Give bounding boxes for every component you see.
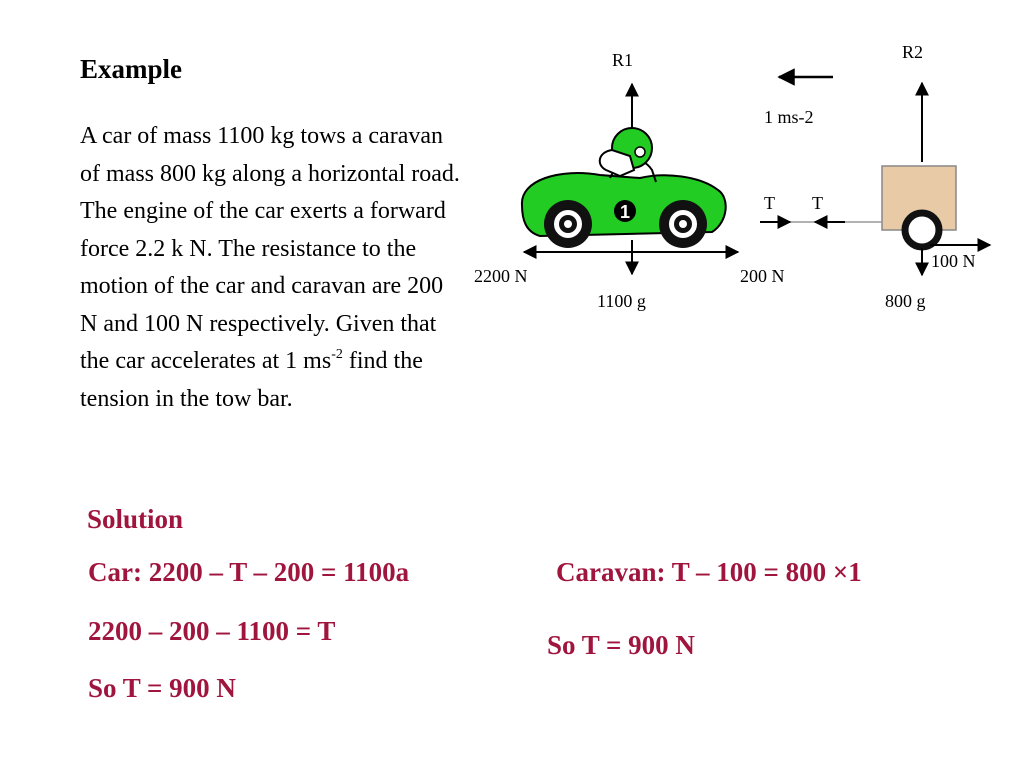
acceleration-label: 1 ms-2: [764, 107, 814, 127]
caravan-equation: Caravan: T – 100 = 800 ×1: [556, 557, 862, 587]
r2-label: R2: [902, 42, 924, 62]
caravan-weight-label: 800 g: [885, 291, 926, 311]
tension-left-label: T: [764, 193, 775, 213]
problem-text-part2: find the tension in the tow bar.: [80, 348, 423, 412]
car-equation-step: 2200 – 200 – 1100 = T: [88, 616, 336, 646]
helmet-badge: [635, 147, 645, 157]
car-illustration: [522, 128, 726, 248]
car-result: So T = 900 N: [88, 673, 236, 703]
caravan-illustration: [882, 166, 956, 247]
slide-title: Example: [80, 54, 183, 84]
car-equation: Car: 2200 – T – 200 = 1100a: [88, 557, 410, 587]
r1-label: R1: [612, 50, 634, 70]
tension-right-label: T: [812, 193, 823, 213]
engine-force-label: 2200 N: [474, 266, 528, 286]
caravan-wheel: [905, 213, 939, 247]
problem-exponent: -2: [331, 347, 343, 362]
solution-heading: Solution: [87, 504, 184, 534]
car-number: 1: [619, 202, 631, 222]
car-resistance-label: 200 N: [740, 266, 785, 286]
car-weight-label: 1100 g: [597, 291, 646, 311]
caravan-resistance-label: 100 N: [931, 251, 976, 271]
caravan-result: So T = 900 N: [547, 630, 695, 660]
problem-text-part1: A car of mass 1100 kg tows a caravan of mass 800 kg along a horizontal road. The engine of the car exerts a forward force 2.2 k N. The resistance to the motion of the car and caravan are 200 N and 100 N respectively. Given that the car accelerates at 1 ms: [80, 123, 460, 374]
